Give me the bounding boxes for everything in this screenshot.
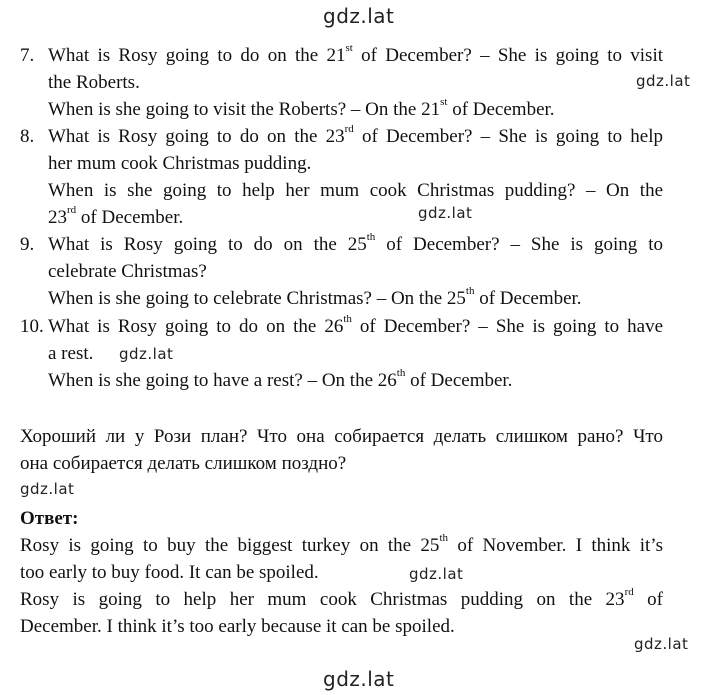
ordinal-suffix: th <box>396 366 406 379</box>
item-7-line-2: the Roberts. <box>48 72 140 93</box>
text: What is Rosy going to do on the 26 <box>48 316 344 337</box>
watermark-top: gdz.lat <box>323 4 395 28</box>
watermark-right-1: gdz.lat <box>636 72 691 90</box>
answer-p1-line-2: too early to buy food. It can be spoiled. <box>20 562 319 583</box>
text: of <box>633 589 663 610</box>
ordinal-suffix: th <box>343 312 352 325</box>
ordinal-suffix: rd <box>67 203 77 216</box>
answer-heading: Ответ: <box>20 508 79 529</box>
text: of December? – She is going to help <box>353 126 663 147</box>
ordinal-suffix: th <box>439 531 448 544</box>
answer-p1-line-1 <box>20 531 663 557</box>
item-7-line-1 <box>20 41 663 67</box>
watermark-bottom: gdz.lat <box>323 667 395 691</box>
watermark-left-1: gdz.lat <box>119 345 174 363</box>
item-number: 9. <box>20 234 35 255</box>
text: of December. <box>447 99 555 120</box>
item-8-line-2: her mum cook Christmas pudding. <box>48 153 312 174</box>
ordinal-suffix: th <box>465 284 475 297</box>
answer-p2-line-2: December. I think it’s too early because it can be spoiled. <box>20 616 455 637</box>
item-8-line-1 <box>20 122 663 148</box>
text: What is Rosy going to do on the 21 <box>48 45 346 66</box>
ordinal-suffix: st <box>440 95 448 108</box>
watermark-left-2: gdz.lat <box>20 480 75 498</box>
item-10-line-2: a rest. <box>48 343 94 364</box>
item-7-line-3 <box>48 95 555 121</box>
watermark-center-1: gdz.lat <box>418 204 473 222</box>
text: What is Rosy going to do on the 25 <box>48 234 367 255</box>
text: of December. <box>405 370 513 391</box>
watermark-right-2: gdz.lat <box>634 635 689 653</box>
text: When is she going to have a rest? – On the 26 <box>48 370 397 391</box>
watermark-center-2: gdz.lat <box>409 565 464 583</box>
text: When is she going to visit the Roberts? – On the 21 <box>48 99 441 120</box>
text: of December? – She is going to visit <box>352 45 663 66</box>
text: of December. <box>76 207 184 228</box>
text: of December? – She is going to have <box>351 316 664 337</box>
item-number: 10. <box>20 316 44 337</box>
question-line-1: Хороший ли у Рози план? Что она собирается делать слишком рано? Что <box>20 426 663 447</box>
item-number: 8. <box>20 126 35 147</box>
item-8-line-4 <box>48 203 184 229</box>
item-8-line-3: When is she going to help her mum cook Christmas pudding? – On the <box>48 180 663 201</box>
item-9-line-2: celebrate Christmas? <box>48 261 207 282</box>
item-9-line-1 <box>20 230 663 256</box>
text: 23 <box>48 207 67 228</box>
item-9-line-3 <box>48 284 582 310</box>
item-10-line-3 <box>48 366 513 392</box>
text: of November. I think it’s <box>448 535 663 556</box>
question-line-2: она собирается делать слишком поздно? <box>20 453 347 474</box>
item-10-line-1 <box>20 312 664 338</box>
ordinal-suffix: rd <box>344 122 354 135</box>
text: of December. <box>474 288 582 309</box>
text: When is she going to celebrate Christmas? – On the 25 <box>48 288 466 309</box>
answer-p2-line-1 <box>20 585 663 611</box>
ordinal-suffix: rd <box>624 585 634 598</box>
text: Rosy is going to buy the biggest turkey on the 25 <box>20 535 440 556</box>
text: Rosy is going to help her mum cook Christmas pudding on the 23 <box>20 589 625 610</box>
ordinal-suffix: th <box>366 230 376 243</box>
ordinal-suffix: st <box>345 41 353 54</box>
item-number: 7. <box>20 45 35 66</box>
text: What is Rosy going to do on the 23 <box>48 126 345 147</box>
text: of December? – She is going to <box>375 234 663 255</box>
